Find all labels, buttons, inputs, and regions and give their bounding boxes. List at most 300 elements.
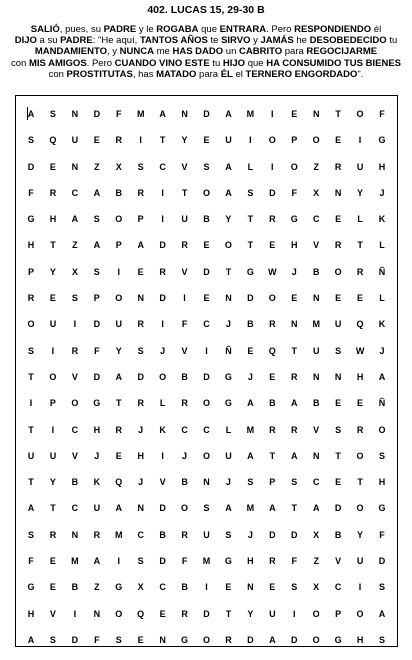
grid-letter[interactable]: T [291, 345, 297, 356]
grid-letter[interactable]: H [356, 634, 364, 645]
grid-letter[interactable]: A [71, 214, 79, 225]
grid-letter[interactable]: N [312, 371, 320, 382]
grid-letter[interactable]: A [247, 398, 254, 409]
grid-letter[interactable]: D [269, 187, 276, 198]
grid-letter[interactable]: N [71, 161, 79, 172]
grid-letter[interactable]: Z [94, 161, 100, 172]
grid-letter[interactable]: V [181, 345, 188, 356]
grid-letter[interactable]: B [312, 266, 320, 277]
grid-letter[interactable]: I [249, 135, 252, 146]
grid-letter[interactable]: G [378, 503, 386, 514]
grid-letter[interactable]: E [335, 293, 342, 304]
grid-letter[interactable]: K [159, 424, 166, 435]
grid-letter[interactable]: E [335, 477, 342, 488]
grid-letter[interactable]: A [225, 187, 232, 198]
grid-letter[interactable]: L [379, 293, 385, 304]
grid-letter[interactable]: T [28, 424, 34, 435]
grid-letter[interactable]: S [27, 135, 34, 146]
grid-letter[interactable]: U [312, 345, 320, 356]
grid-letter[interactable]: F [116, 109, 122, 119]
grid-letter[interactable]: R [225, 634, 232, 645]
grid-letter[interactable]: R [181, 608, 188, 619]
grid-letter[interactable]: A [93, 240, 101, 251]
grid-letter[interactable]: H [27, 240, 35, 251]
grid-letter[interactable]: D [269, 529, 276, 540]
grid-letter[interactable]: I [139, 135, 142, 146]
grid-letter[interactable]: S [71, 293, 78, 304]
grid-letter[interactable]: J [247, 371, 253, 382]
grid-letter[interactable]: D [378, 556, 386, 567]
grid-letter[interactable]: O [268, 135, 276, 146]
grid-letter[interactable]: M [312, 319, 320, 330]
grid-letter[interactable]: M [246, 109, 255, 119]
grid-letter[interactable]: E [203, 135, 210, 146]
grid-letter[interactable]: O [334, 266, 342, 277]
grid-letter[interactable]: P [27, 266, 34, 277]
grid-letter[interactable]: Y [357, 187, 364, 198]
grid-letter[interactable]: U [334, 319, 342, 330]
grid-letter[interactable]: B [181, 371, 188, 382]
grid-letter[interactable]: T [50, 240, 56, 251]
grid-letter[interactable]: X [313, 187, 320, 198]
grid-letter[interactable]: F [28, 556, 34, 567]
grid-letter[interactable]: B [334, 529, 342, 540]
grid-letter[interactable]: O [27, 319, 35, 330]
grid-letter[interactable]: N [137, 293, 144, 304]
grid-letter[interactable]: R [137, 187, 144, 198]
grid-letter[interactable]: O [202, 634, 210, 645]
grid-letter[interactable]: A [225, 161, 232, 172]
grid-letter[interactable]: S [335, 424, 342, 435]
grid-letter[interactable]: U [181, 214, 188, 225]
grid-letter[interactable]: S [137, 161, 144, 172]
grid-letter[interactable]: D [159, 556, 166, 567]
grid-letter[interactable]: O [202, 450, 210, 461]
grid-letter[interactable]: V [181, 266, 188, 277]
grid-letter[interactable]: C [137, 529, 144, 540]
grid-letter[interactable]: E [115, 450, 122, 461]
grid-letter[interactable]: O [290, 161, 298, 172]
grid-letter[interactable]: I [161, 450, 164, 461]
grid-letter[interactable]: D [291, 529, 298, 540]
grid-letter[interactable]: E [49, 161, 56, 172]
grid-letter[interactable]: S [49, 634, 56, 645]
grid-letter[interactable]: A [93, 556, 101, 567]
grid-letter[interactable]: D [203, 109, 210, 119]
grid-letter[interactable]: I [205, 582, 208, 593]
grid-letter[interactable]: M [246, 424, 255, 435]
grid-letter[interactable]: N [291, 319, 298, 330]
grid-letter[interactable]: E [269, 240, 276, 251]
grid-letter[interactable]: A [27, 109, 35, 119]
grid-letter[interactable]: A [269, 634, 276, 645]
grid-letter[interactable]: T [247, 214, 254, 225]
grid-letter[interactable]: F [291, 187, 297, 198]
grid-letter[interactable]: A [247, 450, 254, 461]
grid-letter[interactable]: D [247, 293, 254, 304]
grid-letter[interactable]: I [161, 214, 164, 225]
grid-letter[interactable]: E [291, 109, 298, 119]
grid-letter[interactable]: A [312, 503, 320, 514]
grid-letter[interactable]: N [334, 187, 342, 198]
grid-letter[interactable]: A [378, 371, 386, 382]
grid-letter[interactable]: D [93, 109, 101, 119]
grid-letter[interactable]: O [356, 608, 364, 619]
grid-letter[interactable]: C [203, 424, 210, 435]
grid-letter[interactable]: I [358, 582, 362, 593]
grid-letter[interactable]: V [313, 424, 320, 435]
grid-letter[interactable]: U [225, 450, 232, 461]
grid-letter[interactable]: G [246, 266, 254, 277]
grid-letter[interactable]: P [93, 293, 100, 304]
grid-letter[interactable]: C [71, 187, 79, 198]
grid-letter[interactable]: R [291, 371, 298, 382]
grid-letter[interactable]: O [312, 634, 320, 645]
grid-letter[interactable]: N [93, 608, 101, 619]
grid-letter[interactable]: Q [268, 345, 276, 356]
grid-letter[interactable]: I [271, 161, 274, 172]
grid-letter[interactable]: S [247, 477, 254, 488]
grid-letter[interactable]: B [159, 529, 166, 540]
grid-letter[interactable]: R [181, 529, 188, 540]
grid-letter[interactable]: V [313, 240, 320, 251]
grid-letter[interactable]: M [71, 556, 79, 567]
grid-letter[interactable]: L [379, 240, 385, 251]
grid-letter[interactable]: R [269, 214, 276, 225]
grid-letter[interactable]: E [357, 398, 364, 409]
grid-letter[interactable]: Y [49, 477, 56, 488]
grid-letter[interactable]: G [181, 634, 189, 645]
grid-letter[interactable]: P [115, 240, 122, 251]
grid-letter[interactable]: T [335, 109, 341, 119]
grid-letter[interactable]: X [71, 266, 78, 277]
grid-letter[interactable]: V [71, 450, 78, 461]
grid-letter[interactable]: P [49, 398, 56, 409]
grid-letter[interactable]: V [181, 161, 188, 172]
grid-letter[interactable]: D [159, 293, 166, 304]
grid-letter[interactable]: F [181, 556, 188, 567]
grid-letter[interactable]: H [378, 477, 386, 488]
grid-letter[interactable]: B [269, 398, 276, 409]
grid-letter[interactable]: D [159, 240, 166, 251]
grid-letter[interactable]: F [28, 187, 34, 198]
grid-letter[interactable]: O [312, 608, 320, 619]
grid-letter[interactable]: X [137, 582, 144, 593]
grid-letter[interactable]: E [203, 293, 210, 304]
grid-letter[interactable]: H [49, 214, 57, 225]
grid-letter[interactable]: F [181, 319, 188, 330]
grid-letter[interactable]: S [225, 529, 232, 540]
grid-letter[interactable]: A [159, 109, 166, 119]
grid-letter[interactable]: E [357, 293, 364, 304]
grid-letter[interactable]: A [378, 608, 386, 619]
grid-letter[interactable]: B [71, 477, 79, 488]
grid-letter[interactable]: H [93, 424, 101, 435]
grid-letter[interactable]: T [159, 135, 166, 146]
grid-letter[interactable]: J [94, 450, 100, 461]
grid-letter[interactable]: T [116, 398, 122, 409]
grid-letter[interactable]: Z [313, 556, 319, 567]
grid-letter[interactable]: S [335, 345, 342, 356]
grid-letter[interactable]: D [159, 503, 166, 514]
grid-letter[interactable]: H [137, 450, 144, 461]
grid-letter[interactable]: S [27, 345, 34, 356]
grid-letter[interactable]: S [49, 109, 56, 119]
grid-letter[interactable]: I [358, 135, 362, 146]
grid-letter[interactable]: R [115, 424, 122, 435]
grid-letter[interactable]: J [247, 529, 253, 540]
grid-letter[interactable]: G [27, 214, 35, 225]
grid-letter[interactable]: D [247, 634, 254, 645]
grid-letter[interactable]: J [379, 345, 385, 356]
grid-letter[interactable]: U [93, 503, 101, 514]
grid-letter[interactable]: O [356, 450, 364, 461]
grid-letter[interactable]: T [335, 450, 341, 461]
grid-letter[interactable]: A [225, 109, 232, 119]
grid-letter[interactable]: S [203, 161, 210, 172]
grid-letter[interactable]: V [159, 477, 166, 488]
grid-letter[interactable]: F [94, 345, 100, 356]
grid-letter[interactable]: J [225, 477, 231, 488]
grid-letter[interactable]: S [378, 582, 385, 593]
grid-letter[interactable]: G [27, 582, 35, 593]
grid-letter[interactable]: R [115, 135, 122, 146]
grid-letter[interactable]: T [28, 477, 34, 488]
grid-letter[interactable]: R [269, 556, 276, 567]
grid-letter[interactable]: R [71, 345, 79, 356]
grid-letter[interactable]: M [246, 503, 255, 514]
grid-letter[interactable]: U [203, 529, 210, 540]
grid-letter[interactable]: R [181, 398, 188, 409]
grid-letter[interactable]: B [71, 582, 79, 593]
grid-letter[interactable]: E [49, 293, 56, 304]
grid-letter[interactable]: Ñ [225, 345, 232, 356]
grid-letter[interactable]: T [269, 450, 276, 461]
grid-letter[interactable]: C [71, 503, 79, 514]
grid-letter[interactable]: I [29, 398, 33, 409]
grid-letter[interactable]: U [269, 608, 276, 619]
grid-letter[interactable]: Z [94, 582, 100, 593]
grid-letter[interactable]: X [313, 582, 320, 593]
grid-letter[interactable]: R [137, 398, 144, 409]
grid-letter[interactable]: R [269, 319, 276, 330]
grid-letter[interactable]: R [269, 424, 276, 435]
grid-letter[interactable]: N [247, 582, 254, 593]
grid-letter[interactable]: I [292, 608, 296, 619]
grid-letter[interactable]: A [27, 634, 35, 645]
grid-letter[interactable]: N [71, 529, 79, 540]
grid-letter[interactable]: E [203, 240, 210, 251]
grid-letter[interactable]: C [334, 582, 342, 593]
grid-letter[interactable]: A [269, 503, 276, 514]
grid-letter[interactable]: Y [181, 135, 188, 146]
grid-letter[interactable]: Q [49, 135, 57, 146]
grid-letter[interactable]: G [93, 398, 101, 409]
grid-letter[interactable]: P [269, 477, 276, 488]
grid-letter[interactable]: L [357, 214, 363, 225]
grid-letter[interactable]: R [181, 240, 188, 251]
grid-letter[interactable]: S [291, 582, 298, 593]
grid-letter[interactable]: U [115, 319, 122, 330]
grid-letter[interactable]: E [269, 371, 276, 382]
grid-letter[interactable]: W [355, 345, 365, 356]
grid-letter[interactable]: G [115, 582, 123, 593]
grid-letter[interactable]: I [51, 345, 55, 356]
grid-letter[interactable]: T [28, 371, 34, 382]
grid-letter[interactable]: T [357, 240, 363, 251]
grid-letter[interactable]: T [357, 477, 363, 488]
grid-letter[interactable]: E [335, 214, 342, 225]
grid-letter[interactable]: S [115, 634, 122, 645]
grid-letter[interactable]: B [115, 187, 122, 198]
grid-letter[interactable]: A [137, 240, 144, 251]
grid-letter[interactable]: P [291, 135, 298, 146]
grid-letter[interactable]: R [334, 161, 342, 172]
grid-letter[interactable]: R [356, 424, 364, 435]
grid-letter[interactable]: H [356, 371, 364, 382]
grid-letter[interactable]: S [137, 345, 144, 356]
grid-letter[interactable]: H [27, 608, 35, 619]
grid-letter[interactable]: C [203, 319, 210, 330]
grid-letter[interactable]: E [335, 398, 342, 409]
grid-letter[interactable]: R [137, 319, 144, 330]
grid-letter[interactable]: R [356, 266, 364, 277]
grid-letter[interactable]: O [356, 503, 364, 514]
grid-letter[interactable]: R [27, 293, 35, 304]
grid-letter[interactable]: D [93, 371, 101, 382]
grid-letter[interactable]: O [71, 398, 79, 409]
grid-letter[interactable]: T [225, 266, 232, 277]
grid-letter[interactable]: Y [357, 529, 364, 540]
grid-letter[interactable]: Y [49, 266, 56, 277]
grid-letter[interactable]: E [225, 582, 232, 593]
grid-letter[interactable]: R [49, 529, 57, 540]
grid-letter[interactable]: M [202, 556, 211, 567]
grid-letter[interactable]: A [93, 187, 101, 198]
grid-letter[interactable]: H [291, 240, 298, 251]
grid-letter[interactable]: N [312, 109, 320, 119]
grid-letter[interactable]: N [137, 503, 144, 514]
grid-letter[interactable]: N [312, 293, 320, 304]
grid-letter[interactable]: D [291, 634, 298, 645]
grid-letter[interactable]: W [268, 266, 277, 277]
grid-letter[interactable]: R [159, 266, 166, 277]
grid-letter[interactable]: J [160, 345, 166, 356]
grid-letter[interactable]: I [205, 345, 208, 356]
grid-letter[interactable]: D [203, 266, 210, 277]
grid-letter[interactable]: P [137, 214, 144, 225]
grid-letter[interactable]: O [115, 293, 123, 304]
grid-letter[interactable]: T [247, 240, 254, 251]
grid-letter[interactable]: T [225, 608, 232, 619]
grid-letter[interactable]: U [356, 161, 364, 172]
grid-letter[interactable]: Y [225, 214, 232, 225]
grid-letter[interactable]: N [203, 477, 210, 488]
grid-letter[interactable]: K [93, 477, 101, 488]
grid-letter[interactable]: S [203, 503, 210, 514]
grid-letter[interactable]: I [161, 319, 164, 330]
grid-letter[interactable]: E [93, 135, 100, 146]
grid-letter[interactable]: O [202, 187, 210, 198]
grid-letter[interactable]: I [73, 608, 77, 619]
grid-letter[interactable]: Y [115, 345, 122, 356]
grid-letter[interactable]: V [71, 371, 78, 382]
grid-letter[interactable]: N [225, 293, 232, 304]
grid-letter[interactable]: B [203, 214, 210, 225]
grid-letter[interactable]: D [203, 608, 210, 619]
grid-letter[interactable]: X [115, 161, 122, 172]
grid-letter[interactable]: U [49, 450, 57, 461]
grid-letter[interactable]: F [379, 109, 385, 119]
grid-letter[interactable]: R [49, 187, 57, 198]
grid-letter[interactable]: T [181, 187, 188, 198]
grid-letter[interactable]: F [94, 634, 100, 645]
grid-letter[interactable]: R [334, 240, 342, 251]
grid-letter[interactable]: I [161, 187, 164, 198]
grid-letter[interactable]: V [49, 608, 56, 619]
word-search-grid[interactable] [15, 95, 398, 647]
grid-letter[interactable]: D [334, 503, 342, 514]
grid-letter[interactable]: I [51, 424, 55, 435]
grid-letter[interactable]: Q [137, 608, 145, 619]
grid-letter[interactable]: T [291, 503, 297, 514]
grid-letter[interactable]: D [137, 371, 144, 382]
grid-letter[interactable]: T [50, 503, 56, 514]
grid-letter[interactable]: L [159, 398, 166, 409]
grid-letter[interactable]: C [181, 424, 188, 435]
grid-letter[interactable]: I [117, 266, 120, 277]
grid-letter[interactable]: O [202, 398, 210, 409]
grid-letter[interactable]: A [291, 450, 298, 461]
grid-letter[interactable]: A [291, 398, 298, 409]
grid-letter[interactable]: U [356, 556, 364, 567]
grid-letter[interactable]: R [291, 424, 298, 435]
grid-letter[interactable]: N [312, 450, 320, 461]
grid-letter[interactable]: O [312, 135, 320, 146]
grid-letter[interactable]: E [137, 266, 144, 277]
grid-letter[interactable]: I [117, 556, 120, 567]
grid-letter[interactable]: Y [247, 608, 254, 619]
grid-letter[interactable]: K [378, 319, 386, 330]
grid-letter[interactable]: E [269, 582, 276, 593]
grid-letter[interactable]: P [335, 608, 342, 619]
grid-letter[interactable]: O [224, 240, 232, 251]
grid-letter[interactable]: S [93, 214, 100, 225]
grid-letter[interactable]: C [159, 582, 166, 593]
grid-letter[interactable]: N [159, 634, 166, 645]
grid-letter[interactable]: S [378, 634, 385, 645]
grid-letter[interactable]: J [291, 266, 297, 277]
grid-letter[interactable]: B [312, 398, 320, 409]
grid-letter[interactable]: I [73, 319, 77, 330]
grid-letter[interactable]: O [268, 293, 276, 304]
grid-letter[interactable]: Ñ [378, 398, 386, 409]
grid-letter[interactable]: N [71, 109, 79, 119]
grid-letter[interactable]: G [290, 214, 298, 225]
grid-letter[interactable]: E [247, 345, 254, 356]
grid-letter[interactable]: O [378, 424, 386, 435]
grid-letter[interactable]: S [93, 266, 100, 277]
grid-letter[interactable]: J [225, 319, 231, 330]
grid-letter[interactable]: C [312, 214, 320, 225]
grid-letter[interactable]: M [115, 529, 123, 540]
grid-letter[interactable]: O [115, 608, 123, 619]
grid-letter[interactable]: B [181, 582, 188, 593]
grid-letter[interactable]: N [181, 109, 188, 119]
grid-letter[interactable]: Ñ [378, 266, 386, 277]
grid-letter[interactable]: A [225, 503, 232, 514]
grid-letter[interactable]: O [181, 503, 189, 514]
